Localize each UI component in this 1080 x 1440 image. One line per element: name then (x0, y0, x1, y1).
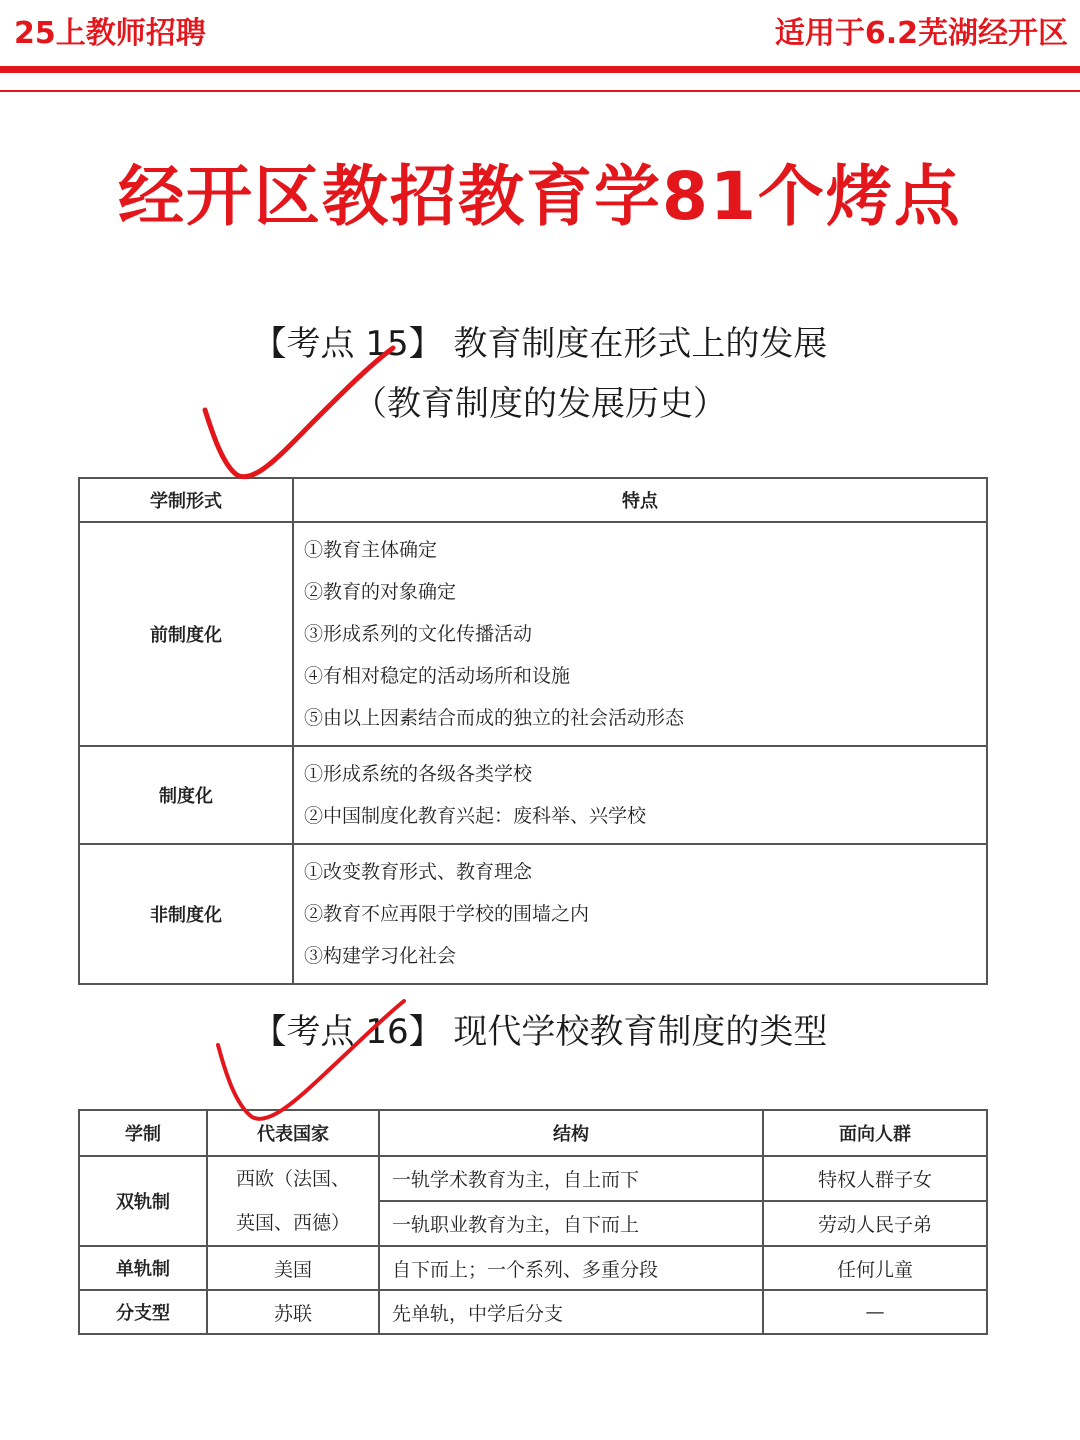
audience-cell: 劳动人民子弟 (763, 1201, 987, 1246)
list-item: ①改变教育形式、教育理念 (304, 861, 533, 883)
row-label: 制度化 (79, 746, 293, 844)
section15-heading: 【考点 15】 教育制度在形式上的发展 (252, 324, 828, 364)
table-row (79, 522, 987, 746)
section16-heading: 【考点 16】 现代学校教育制度的类型 (252, 1012, 828, 1052)
page-title: 经开区教招教育学81个烤点 (118, 158, 962, 235)
column-header: 学制 (79, 1110, 207, 1156)
row-label: 分支型 (79, 1290, 207, 1334)
list-item: ③形成系列的文化传播活动 (304, 623, 533, 645)
structure-cell: 一轨职业教育为主，自下而上 (379, 1201, 763, 1246)
list-item: ②中国制度化教育兴起：废科举、兴学校 (304, 805, 647, 827)
country-line: 英国、西德） (235, 1212, 350, 1234)
list-item: ①形成系统的各级各类学校 (304, 763, 533, 785)
audience-cell: — (763, 1290, 987, 1334)
header-right-text: 适用于6.2芜湖经开区 (774, 16, 1068, 51)
table-row (79, 1246, 987, 1290)
header-divider-thick (0, 66, 1080, 73)
row-items (293, 522, 987, 746)
audience-cell: 任何儿童 (763, 1246, 987, 1290)
row-items (293, 746, 987, 844)
list-item: ④有相对稳定的活动场所和设施 (304, 665, 571, 687)
section15-subheading: （教育制度的发展历史） (353, 384, 727, 424)
column-header: 面向人群 (763, 1110, 987, 1156)
table-row (79, 844, 987, 984)
list-item: ①教育主体确定 (304, 539, 438, 561)
column-header: 特点 (293, 478, 987, 522)
structure-cell: 自下而上；一个系列、多重分段 (379, 1246, 763, 1290)
country-cell: 苏联 (207, 1290, 379, 1334)
section16-table (78, 1109, 988, 1335)
table-row (79, 1156, 987, 1201)
list-item: ②教育不应再限于学校的围墙之内 (304, 903, 590, 925)
structure-cell: 先单轨，中学后分支 (379, 1290, 763, 1334)
structure-cell: 一轨学术教育为主，自上而下 (379, 1156, 763, 1201)
table-row (79, 1290, 987, 1334)
list-item: ②教育的对象确定 (304, 581, 457, 603)
header-left-text: 25上教师招聘 (14, 16, 206, 51)
country-cell: 美国 (207, 1246, 379, 1290)
header-divider-thin (0, 90, 1080, 92)
row-label: 单轨制 (79, 1246, 207, 1290)
section15-table (78, 477, 988, 985)
table-header-row (79, 1110, 987, 1156)
list-item: ③构建学习化社会 (304, 945, 457, 967)
row-items (293, 844, 987, 984)
list-item: ⑤由以上因素结合而成的独立的社会活动形态 (304, 707, 685, 729)
column-header: 代表国家 (207, 1110, 379, 1156)
table-header-row (79, 478, 987, 522)
audience-cell: 特权人群子女 (763, 1156, 987, 1201)
top-header (0, 0, 1080, 66)
country-cell (207, 1156, 379, 1246)
column-header: 结构 (379, 1110, 763, 1156)
table-row (79, 746, 987, 844)
row-label: 双轨制 (79, 1156, 207, 1246)
column-header: 学制形式 (79, 478, 293, 522)
row-label: 非制度化 (79, 844, 293, 984)
country-line: 西欧（法国、 (235, 1168, 350, 1190)
row-label: 前制度化 (79, 522, 293, 746)
